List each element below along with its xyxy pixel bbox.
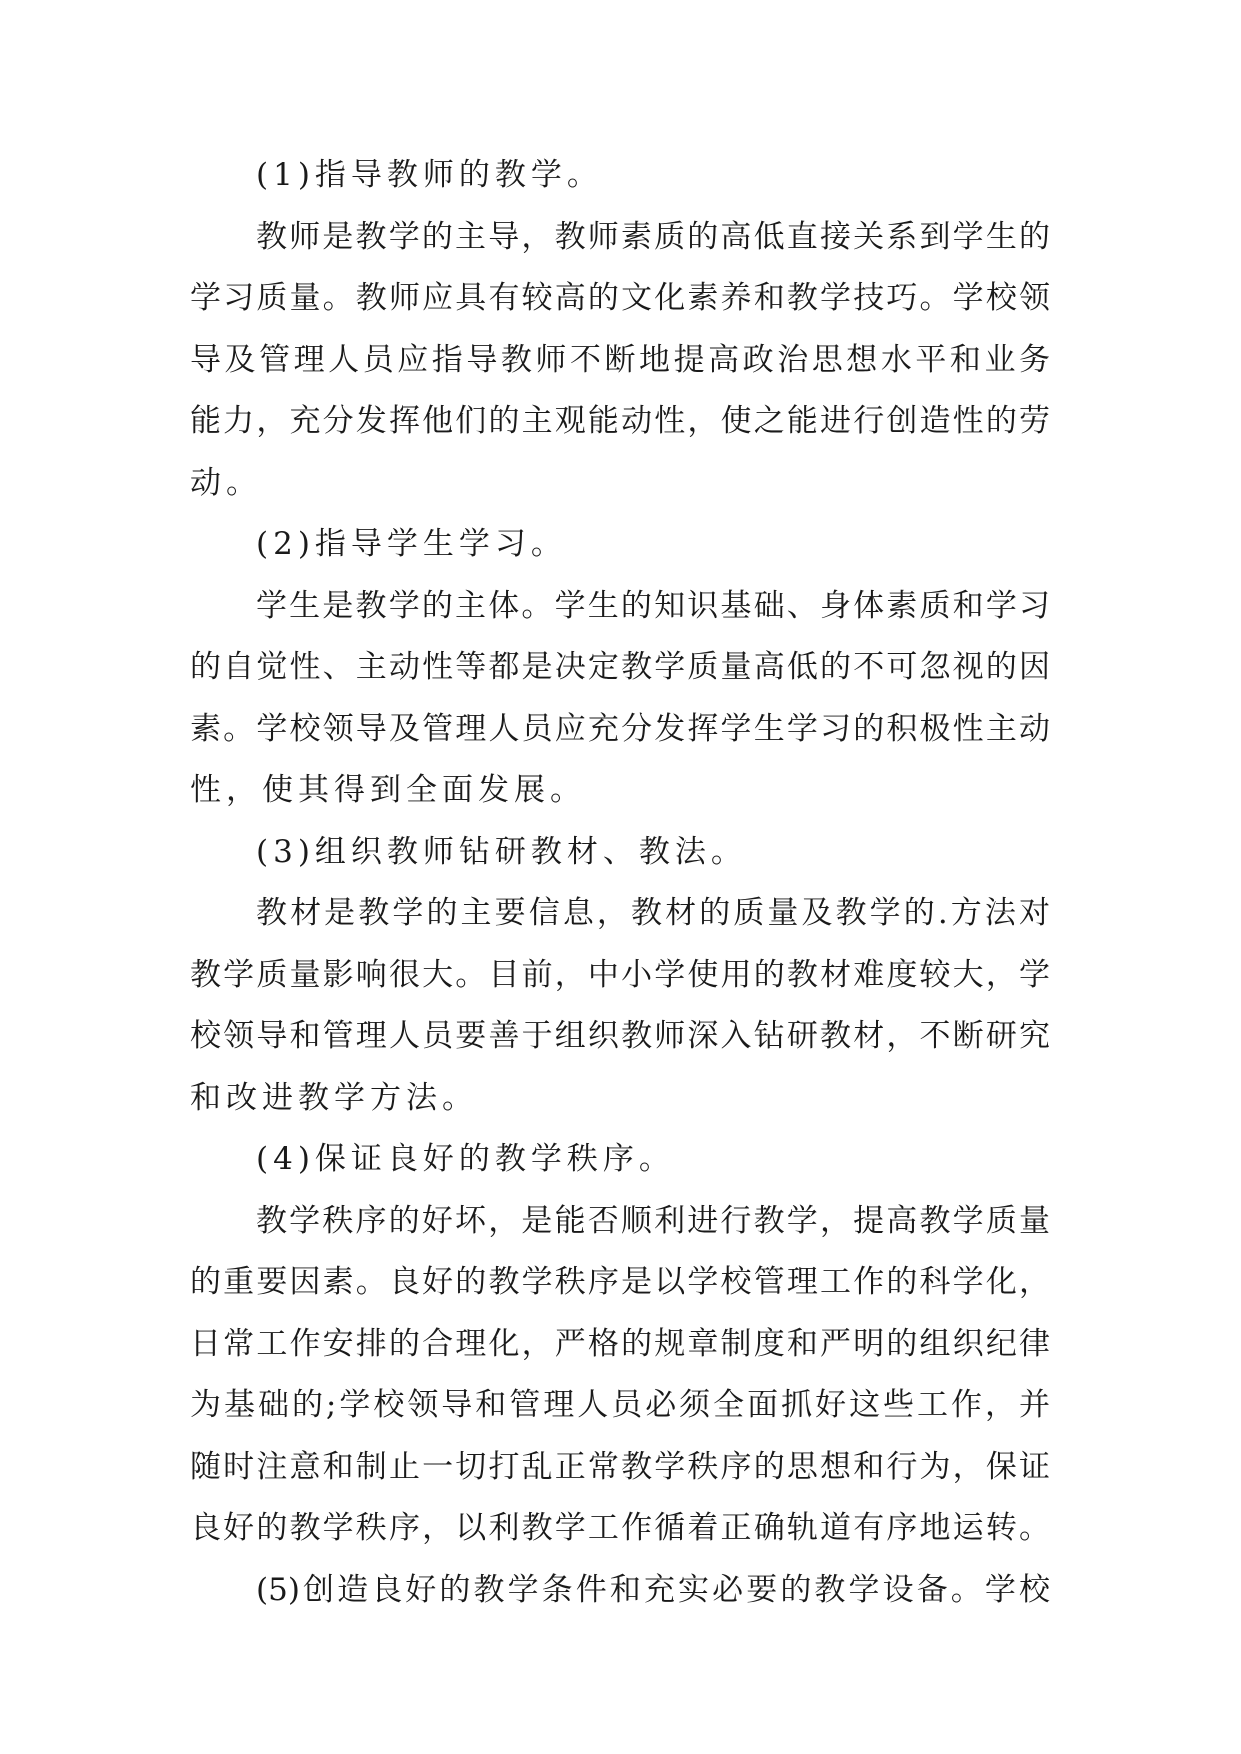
paragraph-line: 导及管理人员应指导教师不断地提高政治思想水平和业务	[190, 341, 1050, 378]
paragraph-line: 素。学校领导及管理人员应充分发挥学生学习的积极性主动	[190, 710, 1050, 747]
paragraph-line: 日常工作安排的合理化，严格的规章制度和严明的组织纪律	[190, 1325, 1050, 1362]
paragraph-line: 良好的教学秩序，以利教学工作循着正确轨道有序地运转。	[190, 1510, 1050, 1546]
paragraph-line: 教师是教学的主导，教师素质的高低直接关系到学生的	[256, 218, 1050, 255]
paragraph-line: 校领导和管理人员要善于组织教师深入钻研教材，不断研究	[190, 1018, 1050, 1054]
paragraph-line: 学生是教学的主体。学生的知识基础、身体素质和学习	[256, 587, 1050, 624]
paragraph-line: 教材是教学的主要信息，教材的质量及教学的.方法对	[256, 895, 1050, 931]
paragraph-line: 能力，充分发挥他们的主观能动性，使之能进行创造性的劳	[190, 403, 1050, 439]
heading-3: (3)组织教师钻研教材、教法。	[256, 833, 747, 870]
paragraph-line: 随时注意和制止一切打乱正常教学秩序的思想和行为，保证	[190, 1448, 1050, 1485]
paragraph-line: 的重要因素。良好的教学秩序是以学校管理工作的科学化，	[190, 1264, 1050, 1300]
heading-4: (4)保证良好的教学秩序。	[256, 1141, 675, 1177]
heading-5: (5)创造良好的教学条件和充实必要的教学设备。学校	[256, 1571, 1050, 1608]
heading-1: (1)指导教师的教学。	[256, 157, 603, 193]
document-page	[190, 145, 1050, 1621]
paragraph-line: 的自觉性、主动性等都是决定教学质量高低的不可忽视的因	[190, 649, 1050, 685]
heading-2: (2)指导学生学习。	[256, 526, 567, 562]
paragraph-line: 教学质量影响很大。目前，中小学使用的教材难度较大，学	[190, 956, 1050, 993]
paragraph-line: 为基础的;学校领导和管理人员必须全面抓好这些工作，并	[190, 1387, 1050, 1423]
paragraph-line: 教学秩序的好坏，是能否顺利进行教学，提高教学质量	[256, 1202, 1050, 1239]
paragraph-line: 性，使其得到全面发展。	[190, 772, 586, 808]
paragraph-line: 和改进教学方法。	[190, 1079, 478, 1116]
paragraph-line: 动。	[190, 464, 262, 501]
paragraph-line: 学习质量。教师应具有较高的文化素养和教学技巧。学校领	[190, 280, 1050, 316]
